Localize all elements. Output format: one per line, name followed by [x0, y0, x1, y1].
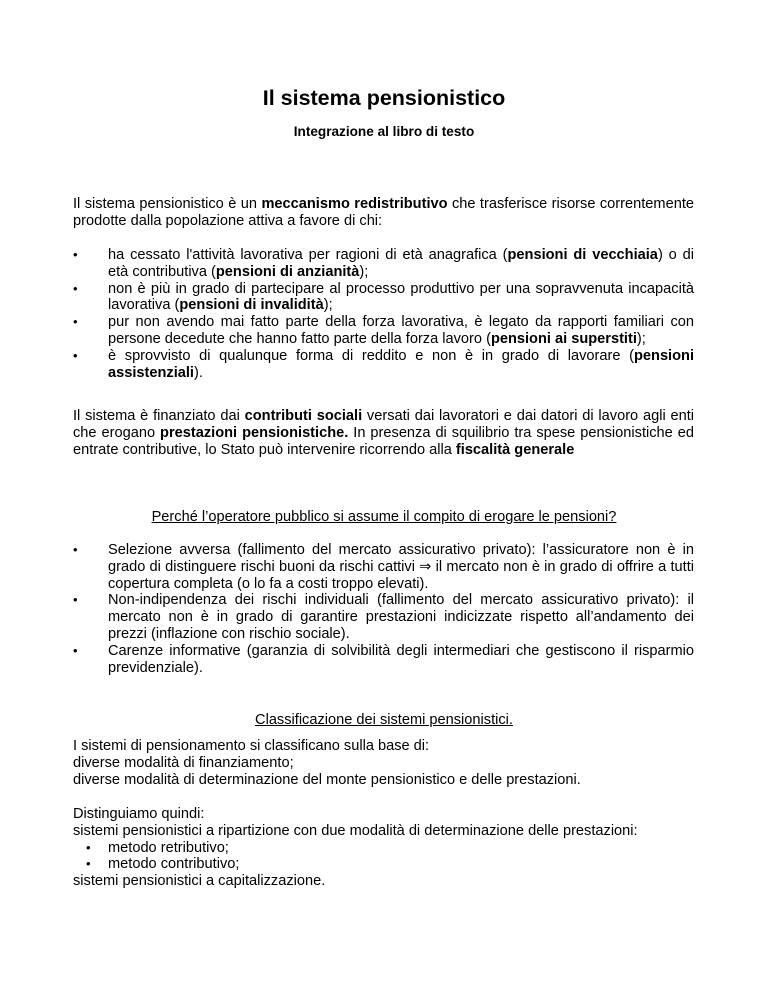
distinguish-line: sistemi pensionistici a capitalizzazione. — [73, 873, 326, 890]
distinguish-paragraph — [73, 806, 694, 890]
list-item: • pur non avendo mai fatto parte della forza lavorativa, è legato da rapporti familiari con persone decedute che hanno fatto parte della forza lavoro (pensioni ai superstiti); — [73, 314, 694, 348]
list-item: • metodo contributivo; — [86, 856, 694, 873]
intro-paragraph — [73, 196, 694, 230]
classification-line: diverse modalità di finanziamento; — [73, 754, 294, 771]
classification-paragraph — [73, 738, 694, 788]
intro-text-end: che trasferisce risorse correntemente prodotte dalla popolazione attiva a favore di chi: — [73, 196, 694, 229]
list-item: • metodo retributivo; — [86, 840, 694, 857]
beneficiaries-list — [73, 247, 694, 381]
methods-list — [86, 840, 694, 874]
page-subtitle: Integrazione al libro di testo — [293, 124, 475, 139]
reasons-list — [73, 542, 694, 676]
intro-text: Il sistema pensionistico è un — [73, 196, 262, 212]
list-item: • è sprovvisto di qualunque forma di reddito e non è in grado di lavorare (pensioni assistenziali). — [73, 348, 694, 382]
page-title: Il sistema pensionistico — [262, 86, 506, 110]
intro-bold: meccanismo redistributivo — [261, 196, 448, 212]
classification-line: diverse modalità di determinazione del monte pensionistico e delle prestazioni. — [73, 771, 581, 788]
list-item: • Selezione avversa (fallimento del mercato assicurativo privato): l’assicuratore non è in grado di distinguere rischi buoni da rischi cattivi ⇒ il mercato non è in grado di offrire a tutti copertura completa (o lo fa a costi troppo elevati). — [73, 542, 694, 592]
list-item: • ha cessato l'attività lavorativa per ragioni di età anagrafica (pensioni di vecchiaia) o di età contributiva (pensioni di anzianità); — [73, 247, 694, 281]
why-heading: Perché l’operatore pubblico si assume il compito di erogare le pensioni? — [151, 509, 617, 525]
distinguish-line: Distinguiamo quindi: — [73, 806, 205, 822]
distinguish-line: sistemi pensionistici a ripartizione con due modalità di determinazione delle prestazioni: — [73, 822, 638, 839]
list-item: • Non-indipendenza dei rischi individuali (fallimento del mercato assicurativo privato): il mercato non è in grado di garantire prestazioni indicizzate rispetto all’andamento dei prezzi (inflazione con rischio sociale). — [73, 592, 694, 642]
list-item: • Carenze informative (garanzia di solvibilità degli intermediari che gestiscono il risparmio previdenziale). — [73, 643, 694, 677]
financing-paragraph: Il sistema è finanziato dai contributi sociali versati dai lavoratori e dai datori di lavoro agli enti che erogano prestazioni pensionistiche. In presenza di squilibrio tra spese pensionistiche ed entrate contributive, lo Stato può intervenire ricorrendo alla fiscalità generale — [73, 408, 695, 458]
classification-heading: Classificazione dei sistemi pensionistici. — [255, 712, 513, 728]
list-item: • non è più in grado di partecipare al processo produttivo per una sopravvenuta incapacità lavorativa (pensioni di invalidità); — [73, 281, 694, 315]
classification-line: I sistemi di pensionamento si classificano sulla base di: — [73, 738, 430, 754]
